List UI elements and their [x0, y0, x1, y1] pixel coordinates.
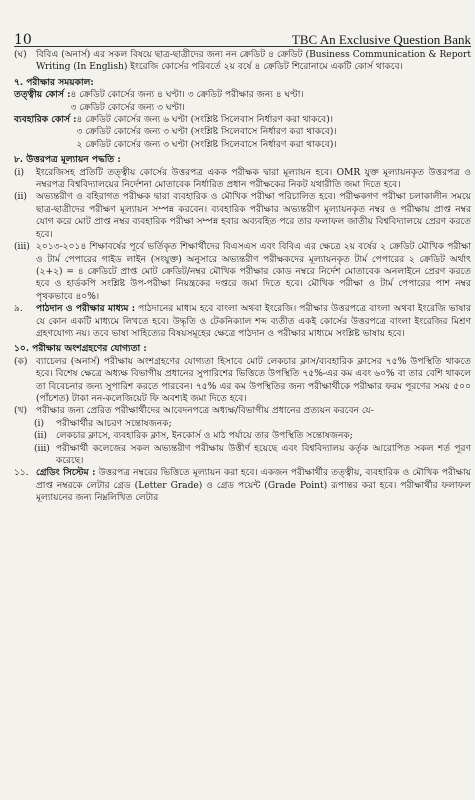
item-marker: (ii) — [14, 192, 27, 203]
section-9 — [14, 303, 471, 340]
item-gha — [14, 49, 471, 74]
list-item — [14, 405, 471, 417]
section-11 — [14, 467, 471, 504]
book-title: TBC An Exclusive Question Bank — [291, 32, 471, 47]
list-item — [14, 167, 471, 192]
practical-line: ৪ ক্রেডিট কোর্সের জন্য ৬ ঘণ্টা (সংশ্লিষ্ট সিলেবাস নির্ধারণ করা থাকবে)। — [76, 115, 334, 126]
sub-marker: (ii) — [34, 431, 47, 442]
practical-label: ব্যবহারিক কোর্স : — [14, 114, 77, 126]
section-marker: ১১. — [14, 468, 29, 479]
theory-line: ৩ ক্রেডিট কোর্সের জন্য ৩ ঘণ্টা। — [70, 102, 185, 113]
section-10-heading: ১০. পরীক্ষায় অংশগ্রহণের যোগ্যতা : — [14, 343, 147, 355]
sub-text: লেকচার ক্লাসে, ব্যবহারিক ক্লাস, ইনকোর্স ও মাঠ পর্যায়ে তার উপস্থিতি সন্তোষজনক; — [56, 431, 353, 442]
sub-marker: (iii) — [34, 443, 50, 454]
item-text: ইংরেজিসহ প্রতিটি তত্ত্বীয় কোর্সের উত্তরপত্র একক পরীক্ষক দ্বারা মূল্যায়ন হবে। OMR যুক্ত মূল্যায়নকৃত উত্তরপত্র ও নম্বরপত্র বিশ্ববিদ্যালয়ের নির্দেশনা মোতাবেক নির্ধারিত প্রধান পরীক্ষকের নিকট যথারীতি জমা দিতে হবে। — [36, 167, 471, 191]
sub-text: পরীক্ষার্থীর আচরণ সন্তোষজনক; — [56, 418, 172, 429]
sub-item — [14, 443, 471, 468]
page-number: 10 — [14, 32, 32, 48]
item-marker: (খ) — [14, 406, 28, 417]
theory-line: ৪ ক্রেডিট কোর্সের জন্য ৪ ঘণ্টা। ৩ ক্রেডিট পরীক্ষার জন্য ৪ ঘণ্টা। — [70, 90, 304, 101]
page-body — [14, 49, 471, 505]
item-marker: (i) — [14, 167, 25, 178]
sub-item — [14, 430, 471, 442]
item-marker: (ক) — [14, 356, 28, 367]
section-marker: ৯. — [14, 304, 23, 315]
item-text: ২০১৩-২০১৪ শিক্ষাবর্ষের পূর্বে ভর্তিকৃত শিক্ষার্থীদের বিএসএস এবং বিবিএ এর ক্ষেত্রে ২য় বর্ষের ২ ক্রেডিট মৌখিক পরীক্ষা ও টার্ম পেপারের গাইড লাইন (সংযুক্ত) অনুসারে অভ্যন্তরীণ পরীক্ষকদের মূল্যায়নকৃত টার্ম পেপারের ২ ক্রেডিট অর্থাৎ (২+২) = ৪ ক্রেডিটে প্রাপ্ত মোট ক্রেডিট/নম্বর মৌখিক পরীক্ষার কোড নম্বরে নির্দেশ মোতাবেক অনলাইনে প্রেরণ করতে হবে ও হার্ডকপি সংশ্লিষ্ট উপ-পরীক্ষা নিয়ন্ত্রকের দপ্তরে জমা দিতে হবে। মৌখিক পরীক্ষা ও টার্ম পেপারের পাশ নম্বর পৃথকভাবে ৪০%। — [36, 242, 471, 302]
item-marker: (ঘ) — [14, 50, 27, 60]
sub-marker: (i) — [34, 418, 45, 429]
section-11-lead: গ্রেডিং সিস্টেম : — [36, 467, 96, 479]
section-7-heading: ৭. পরীক্ষার সময়কাল: — [14, 76, 94, 88]
item-text: অভ্যন্তরীণ ও বহিরাগত পরীক্ষক দ্বারা ব্যবহারিক ও মৌখিক পরীক্ষা পরিচালিত হবে। পরীক্ষকগণ পরীক্ষা চলাকালীন সময়ে ছাত্র-ছাত্রীদের পরীক্ষণ মূল্যায়ন সম্পন্ন করবেন। ব্যবহারিক পরীক্ষার অভ্যন্তরীণ মূল্যায়নকৃত নম্বর ও পরীক্ষায় প্রাপ্ত নম্বর যোগ করে মোট প্রাপ্ত নম্বর ব্যবহারিক পরীক্ষা সম্পন্ন হবার অব্যবহিত পরে তার ফলাফল জাতীয় বিশ্ববিদ্যালয়ে প্রেরণ করতে হবে। — [36, 192, 471, 240]
item-text: বিবিএ (অনার্স) এর সকল বিষয়ে ছাত্র-ছাত্রীদের জন্য নন ক্রেডিট ৪ ক্রেডিট (Business Communication & Report Writing (In English) ইংরেজি কোর্সের পরিবর্তে ২য় বর্ষে ৪ ক্রেডিট শিরোনামে একটি কোর্স থাকবে। — [36, 50, 471, 73]
theory-label: তত্ত্বীয় কোর্স : — [14, 89, 71, 101]
sub-item — [14, 418, 471, 430]
theory-schedule — [14, 89, 471, 114]
item-text: ব্যাচেলর (অনার্স) পরীক্ষায় অংশগ্রহণের যোগ্যতা হিসাবে মোট লেকচার ক্লাস/ব্যবহারিক ক্লাসের ৭৫% উপস্থিতি থাকতে হবে। বিশেষ ক্ষেত্রে অধ্যক্ষ বিভাগীয় প্রধানের সুপারিশের ভিত্তিতে উপস্থিতি ৭৫%-এর কম এবং ৬০% বা তার বেশি থাকলে তা বিবেচনার জন্য সুপারিশ করতে পারবেন। ৭৫% এর কম উপস্থিতির জন্য পরীক্ষার্থীকে পরীক্ষার ফরম পূরণের সময় ৫০০ (পাঁচশত) টাকা নন-কলেজিয়েট ফি অবশ্যই জমা দিতে হবে। — [36, 356, 471, 404]
list-item — [14, 356, 471, 406]
list-item — [14, 191, 471, 241]
practical-schedule — [14, 114, 471, 151]
item-text: পরীক্ষার জন্য প্রেরিত পরীক্ষার্থীদের আবেদনপত্রে অধ্যক্ষ/বিভাগীয় প্রধানের প্রত্যয়ন করবেন যে- — [36, 406, 374, 417]
section-9-lead: পাঠদান ও পরীক্ষার মাধ্যম : — [36, 303, 136, 315]
practical-line: ২ ক্রেডিট কোর্সের জন্য ৩ ঘণ্টা (সংশ্লিষ্ট সিলেবাসে নির্ধারণ করা থাকবে)। — [76, 139, 337, 150]
practical-line: ৩ ক্রেডিট কোর্সের জন্য ৩ ঘণ্টা (সংশ্লিষ্ট সিলেবাসে নির্ধারণ করা থাকবে)। — [76, 127, 337, 138]
section-11-text: উত্তরপত্র নম্বরের ভিত্তিতে মূল্যায়ন করা হবে। একজন পরীক্ষার্থীর তত্ত্বীয়, ব্যবহারিক ও মৌখিক পরীক্ষায় প্রাপ্ত নম্বরকে লেটার গ্রেড (Letter Grade) ও গ্রেড পয়েন্ট (Grade Point) রূপান্তর করা হবে। পরীক্ষার্থীর ফলাফল মূল্যায়নের জন্য নিম্নলিখিত লেটার — [36, 468, 471, 504]
section-9-text: পাঠদানের মাধ্যম হবে বাংলা অথবা ইংরেজি। পরীক্ষার উত্তরপত্রে বাংলা অথবা ইংরেজি ভাষার যে কোন একটি মাধ্যমে লিখতে হবে। উদ্ধৃতি ও টেকনিক্যাল শব্দ ব্যতীত একই কোর্সের উত্তরপত্রে বাংলা ইংরেজির মিশ্রণ গ্রহণযোগ্য নয়। তবে ভাষা সাহিত্যের বিষয়সমূহের ক্ষেত্রে পাঠদান ও পরীক্ষার মাধ্যমে সংশ্লিষ্ট ভাষায় হবে। — [36, 304, 471, 339]
section-8-heading: ৮. উত্তরপত্র মূল্যায়ন পদ্ধতি : — [14, 154, 121, 166]
page-header — [14, 0, 471, 48]
list-item — [14, 241, 471, 303]
item-marker: (iii) — [14, 242, 30, 253]
sub-text: পরীক্ষার্থী কলেজের সকল অভ্যন্তরীণ পরীক্ষায় উত্তীর্ণ হয়েছে এবং বিশ্ববিদ্যালয় কর্তৃক আরোপিত সকল শর্ত পূরণ করেছে। — [56, 443, 471, 466]
